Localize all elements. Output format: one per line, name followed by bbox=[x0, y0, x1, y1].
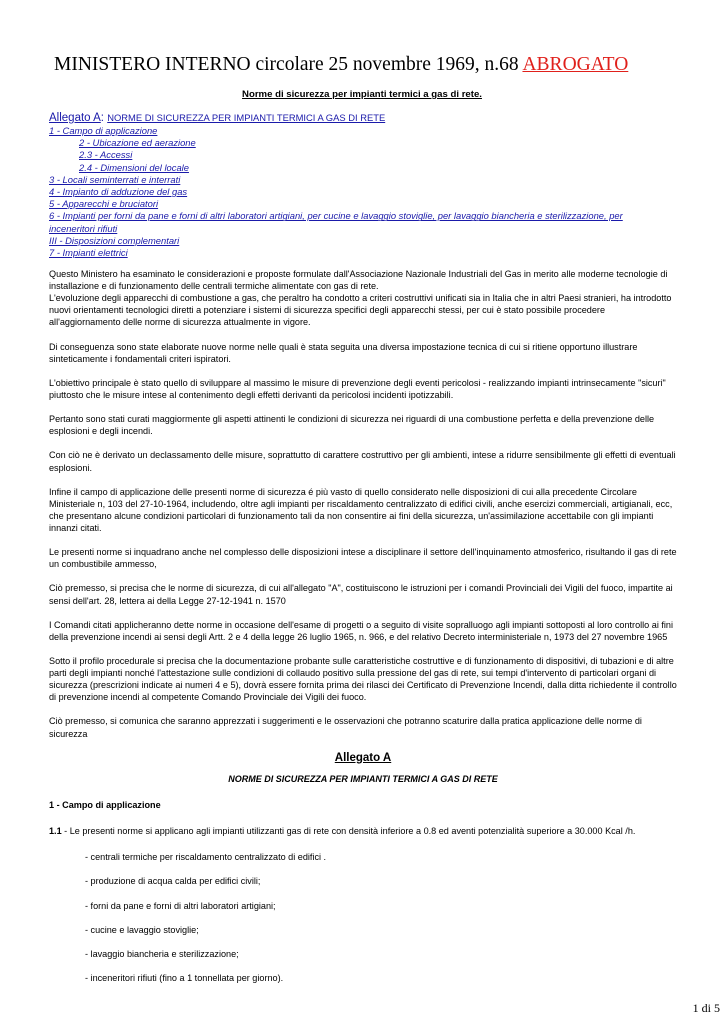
body-paragraph: Le presenti norme si inquadrano anche nel complesso delle disposizioni intese a disciplinare il settore dell'inquinamento atmosferico, risultando il gas di rete un combustibile ammesso, bbox=[49, 547, 677, 570]
toc-allegato-heading bbox=[49, 111, 669, 125]
title-text: MINISTERO INTERNO circolare 25 novembre 1969, n.68 bbox=[54, 54, 519, 75]
paragraph-text: Questo Ministero ha esaminato le considerazioni e proposte formulate dall'Associazione Nazionale Industriali del Gas in merito alle moderne tecnologie di installazione e di funzionamento delle centrali termiche alimentate con gas di rete. bbox=[49, 269, 668, 292]
list-item: - lavaggio biancheria e sterilizzazione; bbox=[85, 948, 239, 959]
body-paragraph: Sotto il profilo procedurale si precisa che la documentazione probante sulle caratteristiche costruttive e di funzionamento di dispositivi, di tubazioni e di altre parti degli impianti nonché l'attestazione sulle condizioni di collaudo positivo sulla pressione del gas di rete, sui tempi d'intervento di particolari organi di sicurezza (prescrizioni indicate ai numeri 4 e 5), dovrà essere fornita prima dei rilasci dei Certificato di Prevenzione Incendi, dalla ditta richiedente il controllo di prevenzione incendi al competente Comando Provinciale dei Vigili dei fuoco. bbox=[49, 656, 677, 703]
body-paragraph: Infine il campo di applicazione delle presenti norme di sicurezza é più vasto di quello considerato nelle disposizioni di cui alla precedente Circolare Ministeriale n, 103 del 27-10-1964, includendo, oltre agli impianti per riscaldamento centralizzato di edifici civili, anche esercizi commerciali, artigianali, ecc, che presentano alcune condizioni particolari di funzionamento tali da non consentire ai fini della sicurezza, un'assimilazione accettabile con gli impianti innanzi citati. bbox=[49, 486, 673, 533]
body-paragraph: Ciò premesso, si comunica che saranno apprezzati i suggerimenti e le osservazioni che potranno scaturire dalla pratica applicazione delle norme di sicurezza bbox=[49, 716, 642, 739]
body-paragraph: Ciò premesso, si precisa che le norme di sicurezza, di cui all'allegato "A", costituiscono le istruzioni per i comandi Provinciali dei Vigili del fuoco, impartite ai sensi dell'art. 28, lettera ai della Legge 27-12-1941 n. 1570 bbox=[49, 583, 673, 606]
body-paragraph: Pertanto sono stati curati maggiormente gli aspetti attinenti le condizioni di sicurezza nei riguardi di una combustione perfetta e della prevenzione delle esplosioni e degli incendi. bbox=[49, 414, 655, 437]
list-item: - forni da pane e forni di altri laboratori artigiani; bbox=[85, 900, 276, 911]
page-title bbox=[54, 54, 628, 76]
table-of-contents bbox=[49, 111, 669, 259]
toc-link-impianti-forni[interactable]: 6 - Impianti per forni da pane e forni di altri laboratori artigiani, per cucine e lavaggio stoviglie, per lavaggio biancheria e sterilizzazione, per inceneritori rifiuti bbox=[49, 210, 623, 234]
toc-link-dimensioni[interactable]: 2.4 - Dimensioni del locale bbox=[79, 161, 189, 173]
body-paragraph: I Comandi citati applicheranno dette norme in occasione dell'esame di progetti o a seguito di visite sopralluogo agli impianti sottoposti al loro controllo ai fini della prevenzione incendi ai sensi degli Artt. 2 e 4 della legge 26 luglio 1965, n. 966, e del relativo Decreto interministeriale n, 1973 del 27 novembre 1965 bbox=[49, 619, 673, 642]
toc-link-impianto-adduzione[interactable]: 4 - Impianto di adduzione del gas bbox=[49, 186, 188, 198]
body-paragraph bbox=[49, 268, 677, 328]
body-paragraph: L'obiettivo principale è stato quello di sviluppare al massimo le misure di prevenzione degli eventi pericolosi - realizzando impianti intrinsecamente "sicuri" piuttosto che le misure intese al contenimento degli effetti derivanti da pericolosi incidenti ipotizzabili. bbox=[49, 377, 666, 400]
page-number: 1 di 5 bbox=[692, 1001, 720, 1015]
abrogato-status-link[interactable]: ABROGATO bbox=[522, 54, 629, 75]
section-heading: 1 - Campo di applicazione bbox=[49, 799, 161, 810]
application-list bbox=[49, 851, 677, 984]
toc-link-disposizioni[interactable]: III - Disposizioni complementari bbox=[49, 234, 180, 246]
paragraph-text: - Le presenti norme si applicano agli impianti utilizzanti gas di rete con densità inferiore a 0.8 ed aventi potenzialità superiore a 30.000 Kcal /h. bbox=[61, 826, 636, 837]
toc-link-ubicazione[interactable]: 2 - Ubicazione ed aerazione bbox=[79, 137, 196, 149]
toc-link-accessi[interactable]: 2.3 - Accessi bbox=[79, 149, 133, 161]
list-item: - inceneritori rifiuti (fino a 1 tonnellata per giorno). bbox=[85, 973, 284, 984]
toc-link-impianti-elettrici[interactable]: 7 - Impianti elettrici bbox=[49, 247, 128, 259]
toc-link-apparecchi[interactable]: 5 - Apparecchi e bruciatori bbox=[49, 198, 159, 210]
paragraph-1-1 bbox=[49, 825, 677, 837]
toc-allegato-norme-link[interactable]: NORME DI SICUREZZA PER IMPIANTI TERMICI A GAS DI RETE bbox=[107, 112, 386, 123]
toc-allegato-separator: : bbox=[100, 112, 104, 124]
body-paragraph: Con ciò ne è derivato un declassamento delle misure, soprattutto di carattere costruttivo per gli ambienti, intese a ridurre sensibilmente gli effetti di eventuali esplosioni. bbox=[49, 450, 676, 473]
paragraph-text: L'evoluzione degli apparecchi di combustione a gas, che peraltro ha condotto a criteri costruttivi unificati sia in Italia che in altri Paesi stranieri, ha introdotto nuovi orientamenti tecnologici diretti a potenziare i sistemi di sicurezza specifici degli apparecchi stessi, per cui è stato possibile procedere all'aggiornamento delle norme di sicurezza attualmente in vigore. bbox=[49, 293, 672, 328]
toc-allegato-link[interactable]: Allegato A bbox=[49, 112, 101, 124]
body-paragraph: Di conseguenza sono state elaborate nuove norme nelle quali è stata seguita una diversa impostazione tecnica di cui si ritiene opportuno illustrare sinteticamente i fondamentali criteri ispiratori. bbox=[49, 341, 638, 364]
toc-link-locali-seminterrati[interactable]: 3 - Locali seminterrati e interrati bbox=[49, 173, 181, 185]
allegato-a-subtitle: NORME DI SICUREZZA PER IMPIANTI TERMICI A GAS DI RETE bbox=[228, 773, 498, 784]
list-item: - produzione di acqua calda per edifici civili; bbox=[85, 876, 261, 887]
document-subtitle: Norme di sicurezza per impianti termici a gas di rete. bbox=[242, 89, 482, 100]
toc-link-campo-applicazione[interactable]: 1 - Campo di applicazione bbox=[49, 125, 158, 136]
list-item: - centrali termiche per riscaldamento centralizzato di edifici . bbox=[85, 852, 327, 863]
list-item: - cucine e lavaggio stoviglie; bbox=[85, 924, 199, 935]
allegato-a-heading: Allegato A bbox=[334, 751, 392, 764]
document-body bbox=[49, 268, 677, 996]
paragraph-number: 1.1 bbox=[49, 826, 62, 837]
